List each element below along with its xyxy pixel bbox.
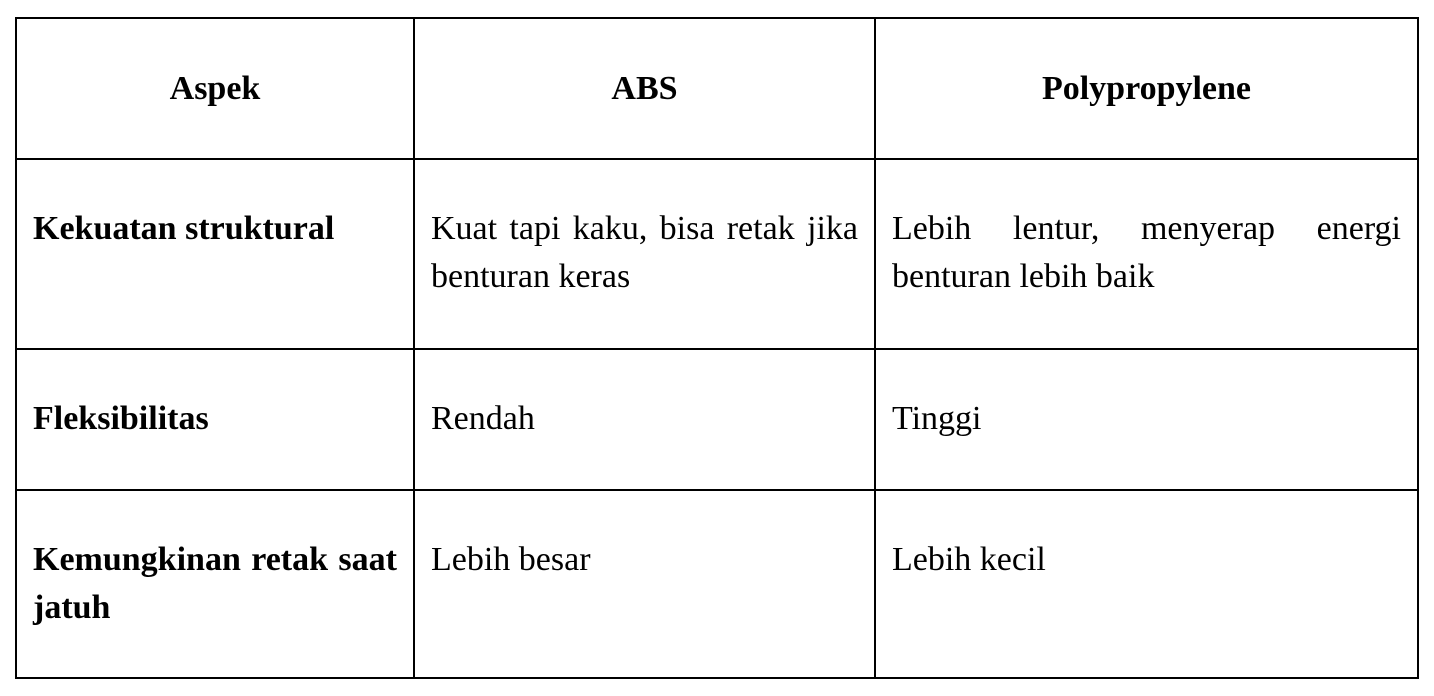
- table-row: [16, 349, 1418, 490]
- abs-cell: Rendah: [414, 349, 875, 490]
- comparison-table: [15, 17, 1419, 679]
- abs-cell: Lebih besar: [414, 490, 875, 678]
- table-row: [16, 490, 1418, 678]
- header-abs: ABS: [414, 18, 875, 159]
- header-aspek: Aspek: [16, 18, 414, 159]
- header-polypropylene: Polypropylene: [875, 18, 1418, 159]
- table-row: [16, 159, 1418, 349]
- polypropylene-cell: Lebih lentur, menyerap energi benturan lebih baik: [875, 159, 1418, 349]
- polypropylene-cell: Lebih kecil: [875, 490, 1418, 678]
- table-header-row: [16, 18, 1418, 159]
- polypropylene-cell: Tinggi: [875, 349, 1418, 490]
- aspect-cell: Kemungkinan retak saat jatuh: [16, 490, 414, 678]
- aspect-cell: Fleksibilitas: [16, 349, 414, 490]
- abs-cell: Kuat tapi kaku, bisa retak jika benturan keras: [414, 159, 875, 349]
- aspect-cell: Kekuatan struktural: [16, 159, 414, 349]
